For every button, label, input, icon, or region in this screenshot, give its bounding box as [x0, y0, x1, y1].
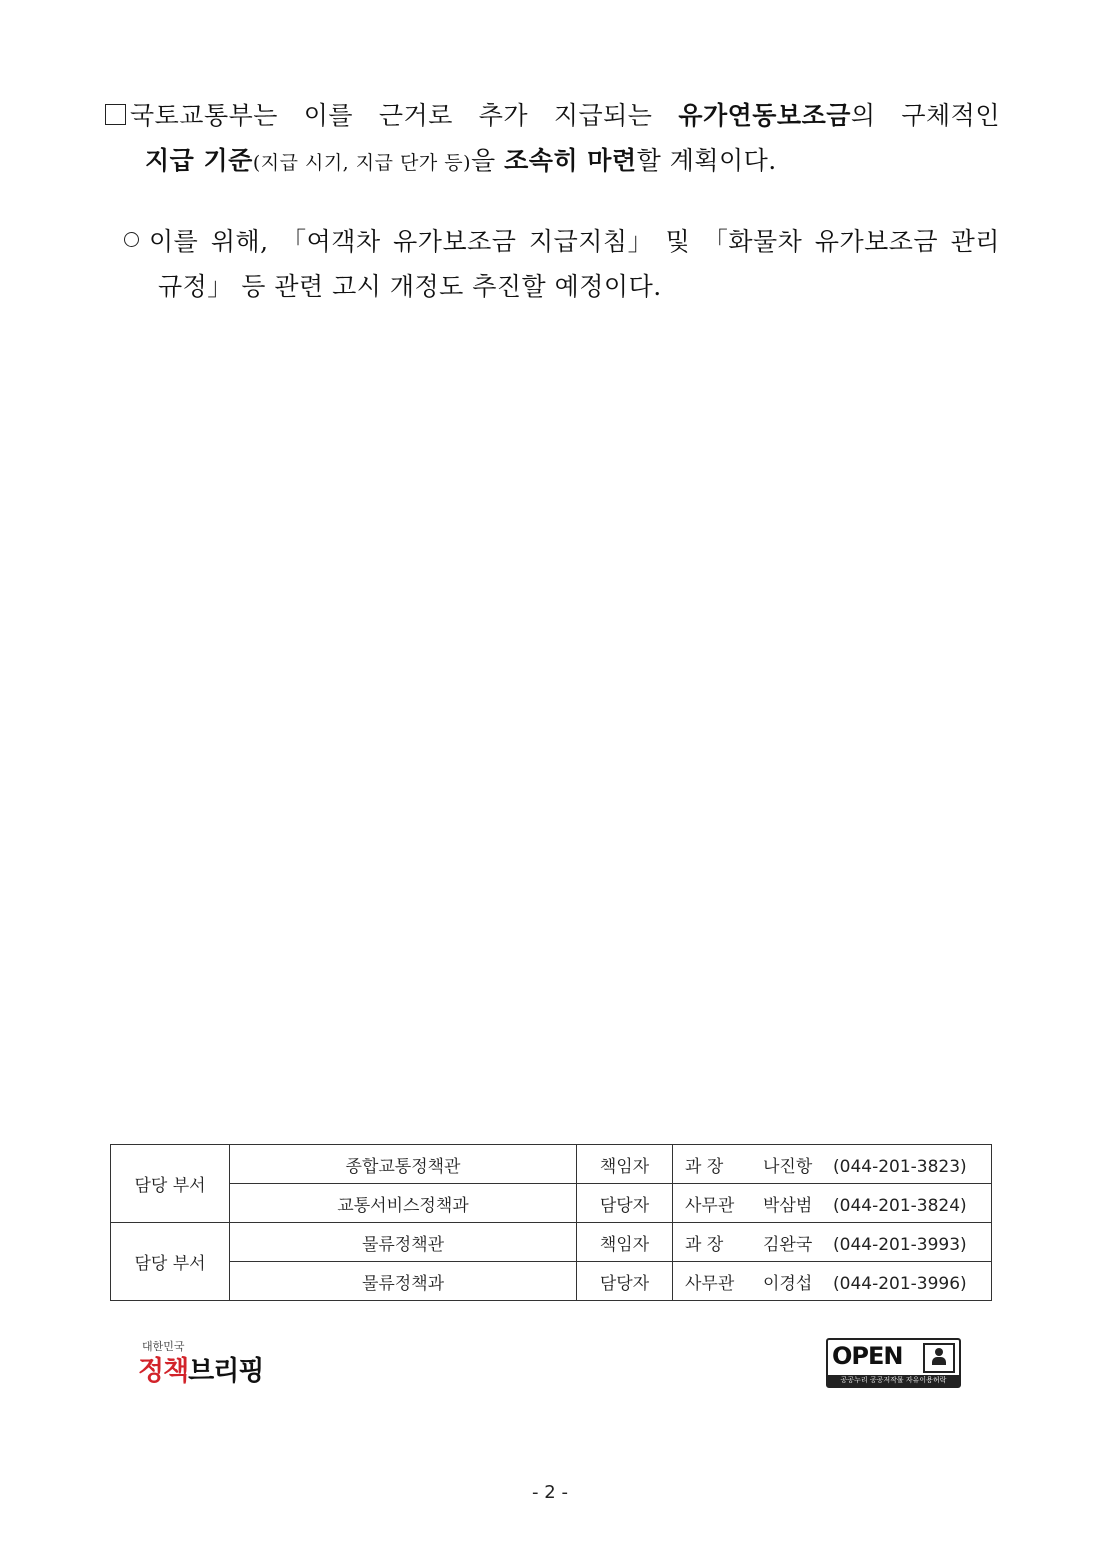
person-cell: 과 장 나진항 (044-201-3823)	[673, 1145, 992, 1184]
role-cell: 담당자	[577, 1184, 673, 1223]
text-word: 지급되는	[553, 101, 653, 130]
role-cell: 담당자	[577, 1262, 673, 1301]
office-cell: 물류정책관	[230, 1223, 577, 1262]
role-cell: 책임자	[577, 1223, 673, 1262]
bold-text: 조속히 마련	[504, 146, 637, 175]
page-number: - 2 -	[532, 1482, 568, 1503]
text-word: 근거로	[378, 101, 453, 130]
contact-table	[110, 1144, 992, 1301]
person-icon	[923, 1343, 955, 1373]
paragraph-sub: 이를 위해, 「여객차 유가보조금 지급지침」 및 「화물차 유가보조금 관리 규정」 등 관련 고시 개정도 추진할 예정이다.	[122, 224, 1000, 305]
office-cell: 교통서비스정책과	[230, 1184, 577, 1223]
bold-text: 지급 기준	[145, 146, 253, 175]
table-row	[111, 1262, 992, 1301]
person-cell: 사무관 박삼범 (044-201-3824)	[673, 1184, 992, 1223]
person-cell: 사무관 이경섭 (044-201-3996)	[673, 1262, 992, 1301]
dept-label: 담당 부서	[111, 1145, 230, 1223]
text-word: 구체적인	[901, 101, 1000, 130]
paragraph-main: 국토교통부는 이를 근거로 추가 지급되는 유가연동보조금의 구체적인 지급 기준(지급 시기, 지급 단가 등)을 조속히 마련할 계획이다.	[105, 98, 1000, 179]
policy-briefing-logo: 대한민국 정책브리핑	[138, 1340, 264, 1387]
office-cell: 물류정책과	[230, 1262, 577, 1301]
paren-text: (지급 시기, 지급 단가 등)	[252, 152, 472, 174]
text-word: 추가	[478, 101, 529, 130]
office-cell: 종합교통정책관	[230, 1145, 577, 1184]
table-row	[111, 1223, 992, 1262]
text-word: 이를	[303, 101, 354, 130]
table-row	[111, 1184, 992, 1223]
open-license-logo: OPEN 공공누리 공공저작물 자유이용허락	[826, 1338, 961, 1388]
checkbox-bullet: 국토교통부는	[105, 98, 278, 134]
table-row	[111, 1145, 992, 1184]
circle-bullet-icon	[124, 232, 139, 247]
text-word: 유가연동보조금의	[678, 101, 876, 130]
role-cell: 책임자	[577, 1145, 673, 1184]
dept-label: 담당 부서	[111, 1223, 230, 1301]
person-cell: 과 장 김완국 (044-201-3993)	[673, 1223, 992, 1262]
